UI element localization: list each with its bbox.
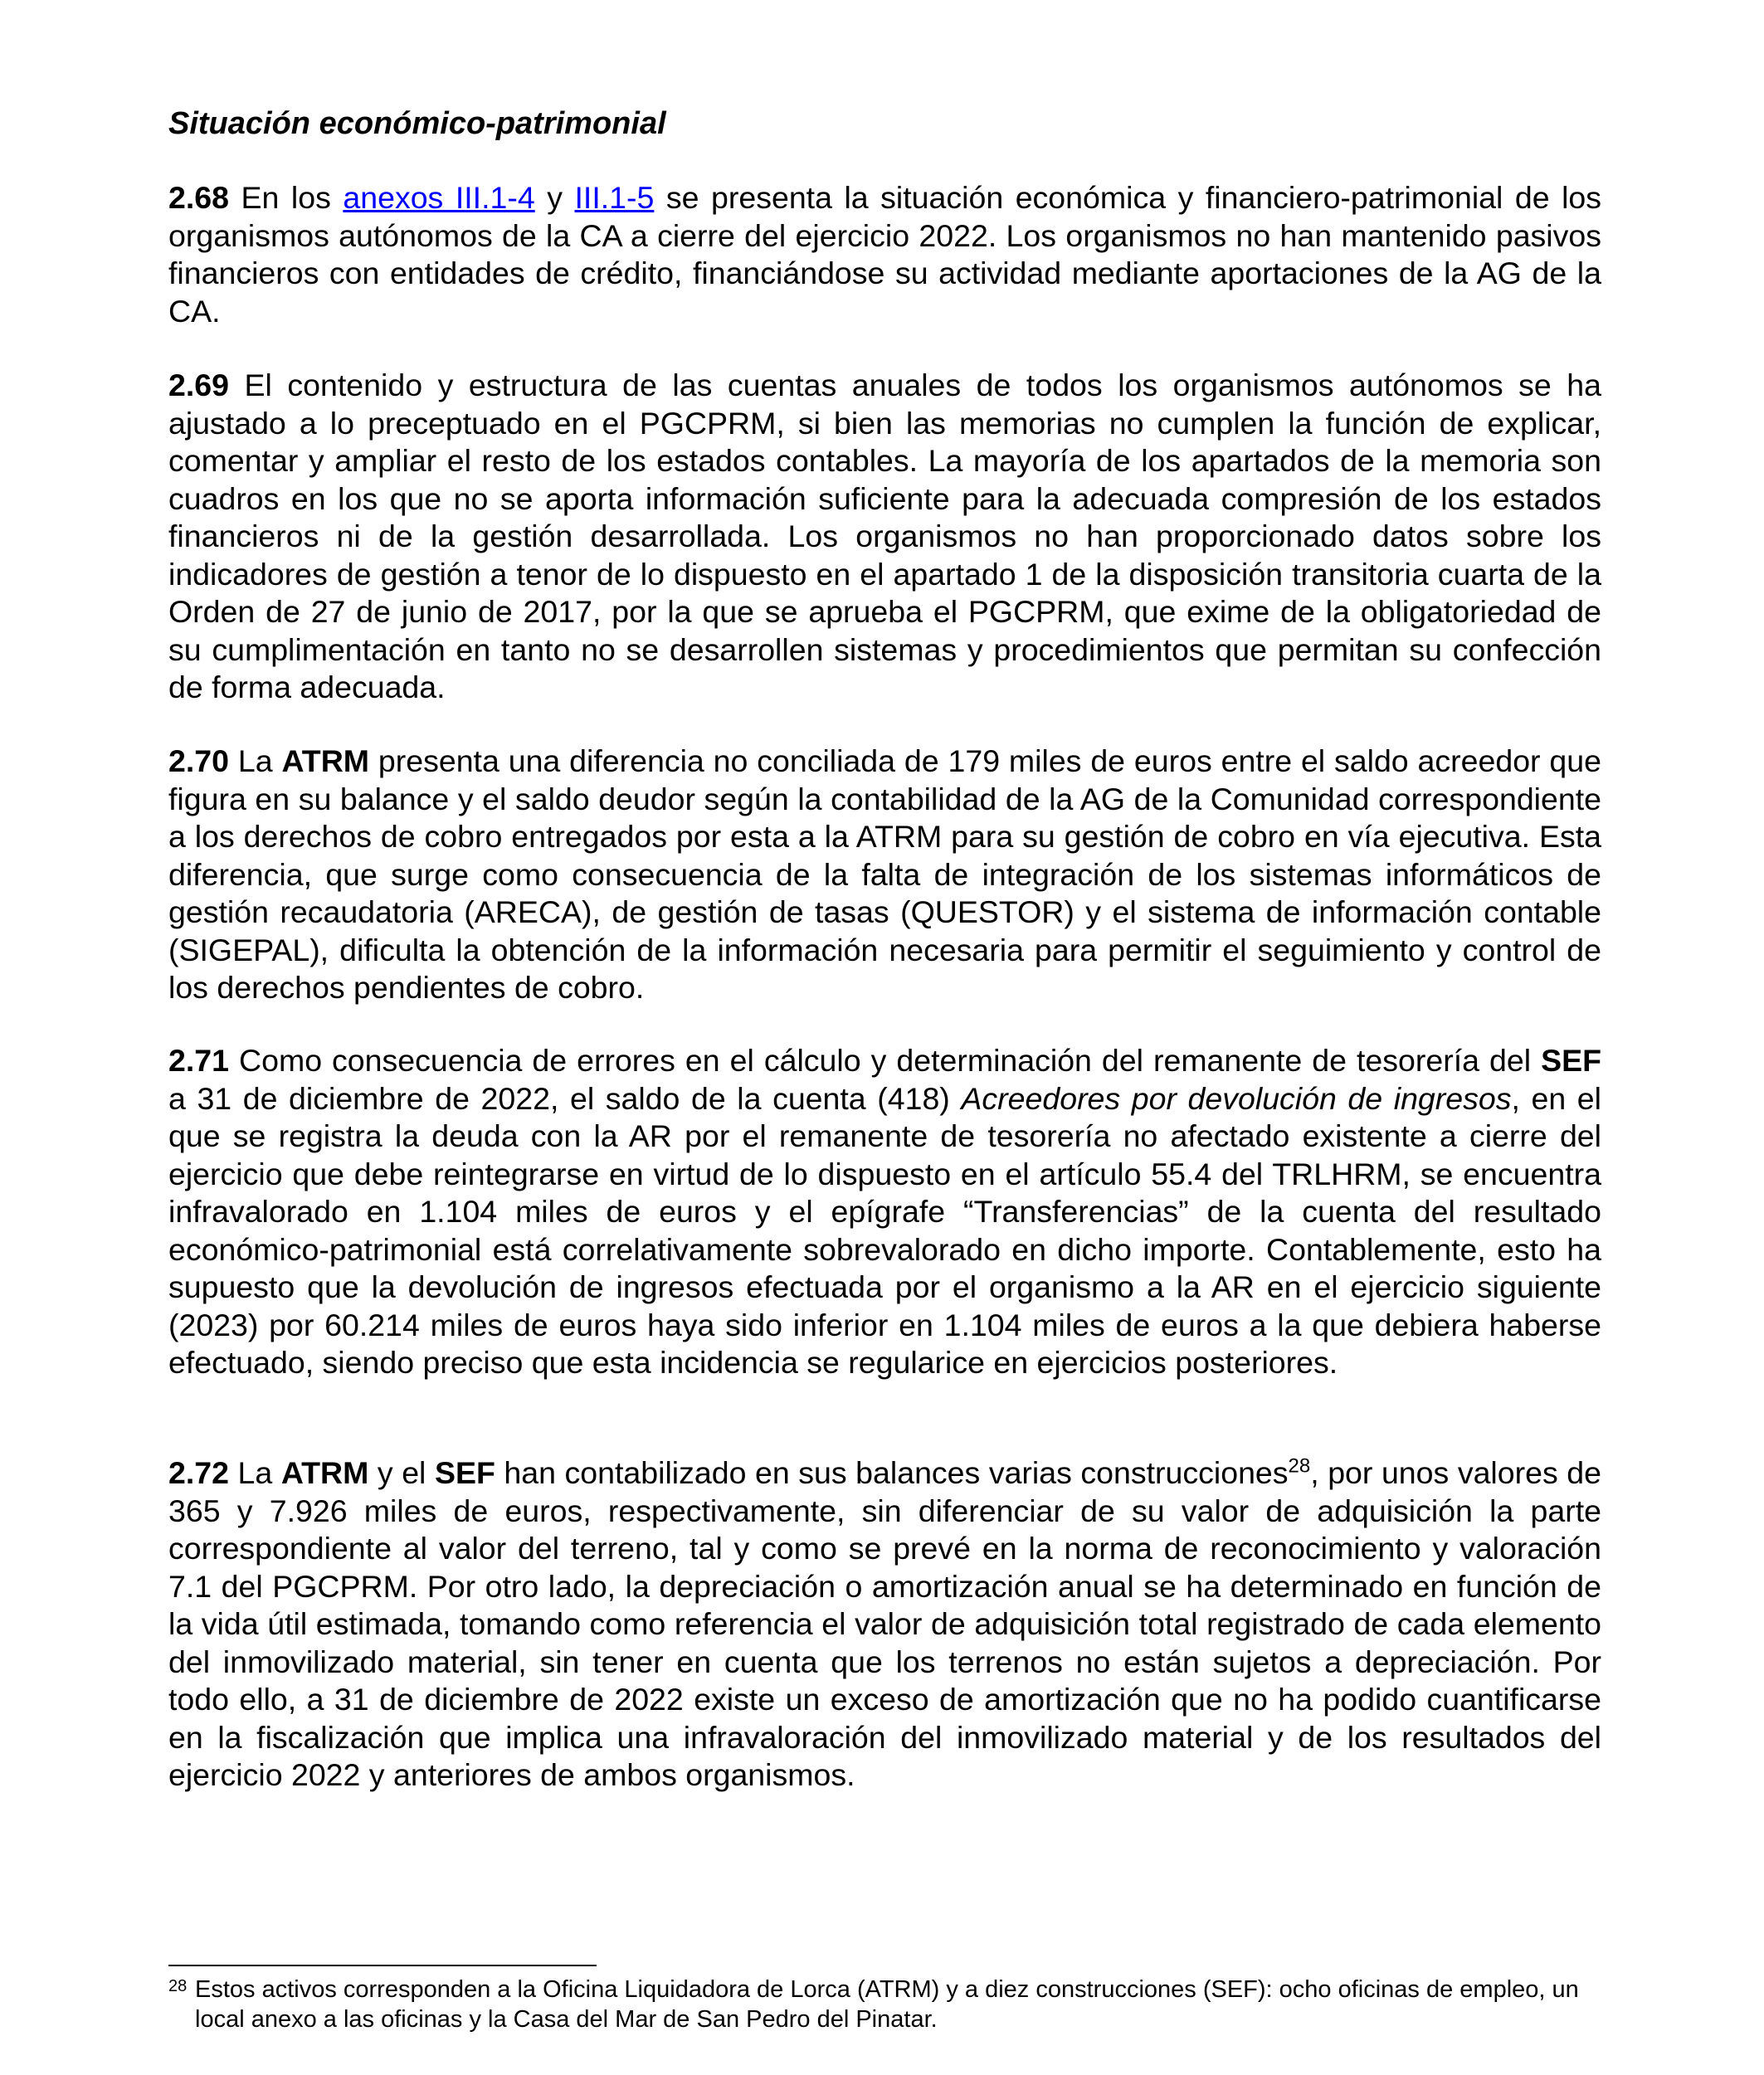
footnote-separator [168, 1965, 597, 1966]
entity-atrm: ATRM [281, 743, 370, 778]
paragraph-number: 2.71 [168, 1043, 229, 1078]
paragraph-number: 2.68 [168, 180, 229, 215]
paragraph-number: 2.70 [168, 743, 229, 778]
annex-link-iii-1-4[interactable]: anexos III.1-4 [343, 180, 535, 215]
entity-atrm: ATRM [280, 1455, 369, 1490]
entity-sef: SEF [434, 1455, 495, 1490]
paragraph-2-68: 2.68 En los anexos III.1-4 y III.1-5 se presenta la situación económica y financiero-patrimonial de los organismos autónomos de la CA a cierre del ejercicio 2022. Los organismos no han mantenido pasivos financieros con entidades de crédito, financiándose su actividad mediante aportaciones de la AG de la CA. [168, 180, 1602, 329]
footnote-reference[interactable]: 28 [1288, 1454, 1311, 1478]
account-name: Acreedores por devolución de ingresos [961, 1080, 1512, 1116]
paragraph-number: 2.69 [168, 368, 229, 402]
paragraph-2-71: 2.71 Como consecuencia de errores en el cálculo y determinación del remanente de tesorería del SEF a 31 de diciembre de 2022, el saldo de la cuenta (418) Acreedores por devolución de ingresos, en el que se registra la deuda con la AR por el remanente de tesorería no afectado existente a cierre del ejercicio que debe reintegrarse en virtud de lo dispuesto en el artículo 55.4 del TRLHRM, se encuentra infravalorado en 1.104 miles de euros y el epígrafe “Transferencias” de la cuenta del resultado económico-patrimonial está correlativamente sobrevalorado en dicho importe. Contablemente, esto ha supuesto que la devolución de ingresos efectuada por el organismo a la AR en el ejercicio siguiente (2023) por 60.214 miles de euros haya sido inferior en 1.104 miles de euros a la que debiera haberse efectuado, siendo preciso que esta incidencia se regularice en ejercicios posteriores. [168, 1043, 1601, 1380]
paragraph-2-70: 2.70 La ATRM presenta una diferencia no conciliada de 179 miles de euros entre el saldo acreedor que figura en su balance y el saldo deudor según la contabilidad de la AG de la Comunidad correspondiente a los derechos de cobro entregados por esta a la ATRM para su gestión de cobro en vía ejecutiva. Esta diferencia, que surge como consecuencia de la falta de integración de los sistemas informáticos de gestión recaudatoria (ARECA), de gestión de tasas (QUESTOR) y el sistema de información contable (SIGEPAL), dificulta la obtención de la información necesaria para permitir el seguimiento y control de los derechos pendientes de cobro. [168, 743, 1601, 1005]
section-heading: Situación económico-patrimonial [168, 106, 666, 141]
paragraph-number: 2.72 [168, 1455, 229, 1490]
annex-link-iii-1-5[interactable]: III.1-5 [574, 180, 655, 215]
paragraph-2-69: 2.69 El contenido y estructura de las cuentas anuales de todos los organismos autónomos se ha ajustado a lo preceptuado en el PGCPRM, si bien las memorias no cumplen la función de explicar, comentar y ampliar el resto de los estados contables. La mayoría de los apartados de la memoria son cuadros en los que no se aporta información suficiente para la adecuada compresión de los estados financieros ni de la gestión desarrollada. Los organismos no han proporcionado datos sobre los indicadores de gestión a tenor de lo dispuesto en el apartado 1 de la disposición transitoria cuarta de la Orden de 27 de junio de 2017, por la que se aprueba el PGCPRM, que exime de la obligatoriedad de su cumplimentación en tanto no se desarrollen sistemas y procedimientos que permitan su confección de forma adecuada. [168, 368, 1601, 704]
footnote-28 [168, 1975, 1601, 2034]
paragraph-2-72: 2.72 La ATRM y el SEF han contabilizado en sus balances varias construcciones$^{28}$, por unos valores de 365 y 7.926 miles de euros, respectivamente, sin diferenciar de su valor de adquisición la parte correspondiente al valor del terreno, tal y como se prevé en la norma de reconocimiento y valoración 7.1 del PGCPRM. Por otro lado, la depreciación o amortización anual se ha determinado en función de la vida útil estimada, tomando como referencia el valor de adquisición total registrado de cada elemento del inmovilizado material, sin tener en cuenta que los terrenos no están sujetos a depreciación. Por todo ello, a 31 de diciembre de 2022 existe un exceso de amortización que no ha podido cuantificarse en la fiscalización que implica una infravaloración del inmovilizado material y de los resultados del ejercicio 2022 y anteriores de ambos organismos. [168, 1454, 1601, 1792]
footnote-number: 28 [168, 1977, 188, 1995]
footnote-text: Estos activos corresponden a la Oficina Liquidadora de Lorca (ATRM) y a diez construcciones (SEF): ocho oficinas de empleo, un local anexo a las oficinas y la Casa del Mar de San Pedro del Pinatar. [195, 1976, 1579, 2033]
entity-sef: SEF [1541, 1043, 1601, 1078]
